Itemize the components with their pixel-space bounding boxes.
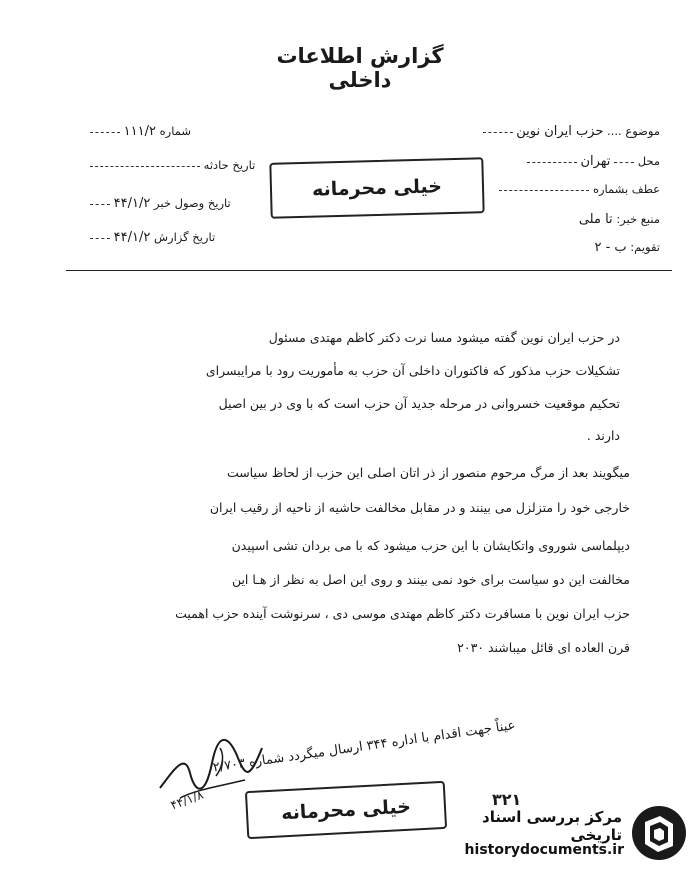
bottom-classification-stamp: خیلی محرمانه — [245, 781, 447, 839]
signature-date: ۴۴/۱/۸ — [168, 787, 206, 813]
number-row — [90, 124, 191, 139]
number-label: شماره — [159, 124, 191, 138]
source-value: تا ملی — [578, 212, 613, 227]
body-line: تشکیلات حزب مذکور که فاکتوران داخلی آن حزب به مأموریت رود با مرایبسرای — [205, 363, 620, 378]
page-number: ۳۲۱ — [492, 790, 522, 809]
body-line: مخالفت این دو سیاست برای خود نمی بینند و روی این اصل به نظر از هـا این — [231, 572, 630, 587]
grade-row — [594, 240, 660, 255]
dotted-line — [90, 131, 120, 133]
body-line: تحکیم موقعیت خسروانی در مرحله جدید آن حزب است که با وی در بین اصیل — [218, 396, 620, 411]
dotted-line — [90, 165, 200, 167]
incident-date-row — [90, 158, 255, 172]
incident-date-label: تاریخ حادثه — [203, 158, 256, 172]
dotted-line — [90, 237, 110, 239]
handwritten-referral-note: عیناً جهت اقدام با اداره ۳۴۴ ارسال میگردد شماره ۲/۷۰۳ — [211, 718, 517, 776]
body-line: میگویند بعد از مرگ مرحوم منصور از ذر اتان اصلی این حزب از لحاظ سیاست — [226, 465, 630, 480]
grade-label: تقویم: — [630, 240, 660, 254]
dotted-line — [483, 131, 513, 133]
reference-label: عطف بشماره — [592, 182, 660, 196]
source-row — [579, 212, 660, 227]
archive-logo-icon — [630, 804, 688, 862]
body-line: قرن العاده ای قائل میباشند ۲۰۳۰ — [457, 640, 630, 655]
watermark-name: مرکز بررسی اسناد تاریخی — [482, 808, 622, 844]
dotted-line — [527, 161, 577, 163]
body-line: دیپلماسی شوروی واتکایشان با این حزب میشود که با می بردان تشی اسپیدن — [231, 538, 630, 553]
location-row — [527, 154, 660, 169]
number-value: ۱۱۱/۲ — [123, 124, 156, 139]
location-value: تهران — [580, 154, 611, 169]
source-label: منبع خبر: — [616, 212, 660, 226]
dotted-line — [499, 189, 589, 191]
header-divider — [66, 270, 672, 271]
body-line: دارند . — [586, 428, 620, 443]
reference-row — [499, 182, 660, 196]
watermark-url: historydocuments.ir — [464, 842, 624, 858]
subject-row: موضوع .... حزب ایران نوین — [483, 124, 660, 139]
document-title: گزارش اطلاعات داخلی — [276, 44, 444, 92]
body-line: حزب ایران نوین با مسافرت دکتر کاظم مهتدی موسی دی ، سرنوشت آینده حزب اهمیت — [175, 606, 630, 621]
classification-stamp: خیلی محرمانه — [269, 157, 484, 219]
report-date-value: ۴۴/۱/۲ — [113, 230, 151, 245]
received-date-row — [90, 196, 231, 211]
received-date-value: ۴۴/۱/۲ — [113, 196, 151, 211]
subject-value: حزب ایران نوین — [516, 124, 604, 139]
dotted-line — [90, 203, 110, 205]
received-date-label: تاریخ وصول خبر — [154, 196, 231, 210]
report-date-label: تاریخ گزارش — [154, 230, 216, 244]
subject-label: موضوع — [625, 124, 660, 138]
dotted-line — [614, 161, 634, 163]
report-date-row — [90, 230, 215, 245]
body-line: خارجی خود را متزلزل می بینند و در مقابل مخالفت حاشیه از ناحیه از رقیب ایران — [209, 500, 630, 515]
grade-value: ب - ۲ — [594, 240, 627, 255]
body-line: در حزب ایران نوین گفته میشود مسا نرت دکتر کاظم مهتدی مسئول — [268, 330, 620, 345]
location-label: محل — [637, 154, 660, 168]
